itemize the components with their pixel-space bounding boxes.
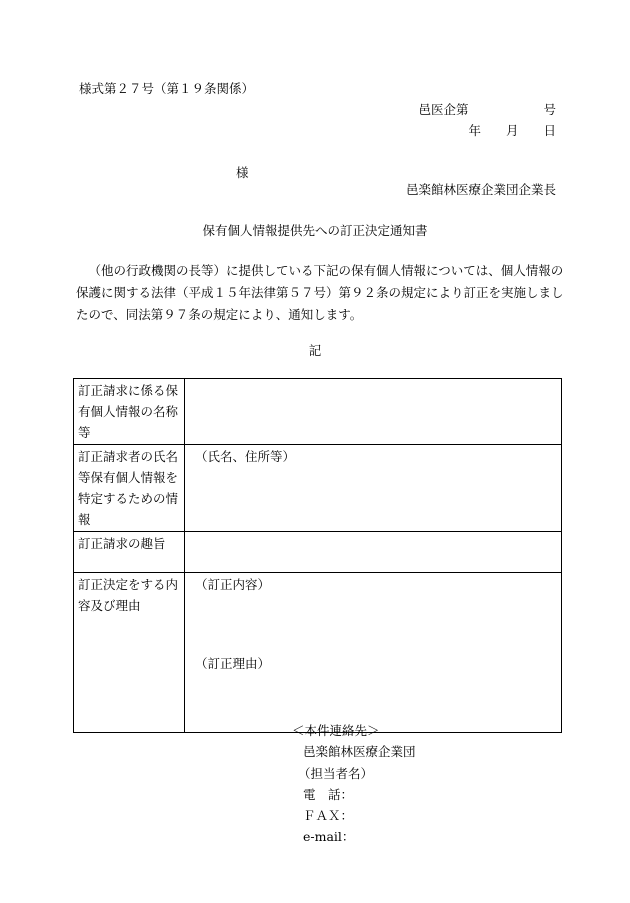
date-line: 年 月 日	[468, 123, 556, 138]
row4-content-label: （訂正内容）	[195, 577, 271, 592]
document-title: 保有個人情報提供先への訂正決定通知書	[202, 223, 428, 238]
row4-reason-label: （訂正理由）	[195, 656, 271, 671]
body-paragraph	[76, 260, 566, 326]
ki-heading: 記	[308, 343, 322, 358]
row1-value	[185, 379, 562, 445]
contact-email: e-mail：	[303, 829, 355, 844]
table-row	[74, 573, 562, 733]
contact-fax: ＦＡＸ：	[303, 808, 354, 823]
contact-tel: 電 話：	[303, 787, 354, 802]
contact-person: （担当者名）	[298, 766, 374, 781]
row3-value	[185, 532, 562, 573]
row4-label: 訂正決定をする内容及び理由	[74, 573, 185, 733]
addressee-suffix: 様	[236, 165, 249, 180]
row3-label: 訂正請求の趣旨	[74, 532, 185, 573]
body-text: （他の行政機関の長等）に提供している下記の保有個人情報については、個人情報の保護に関する法律（平成１５年法律第５７号）第９２条の規定により訂正を実施しましたので、同法第９７条の規定により、通知します。	[76, 263, 564, 322]
sender-name: 邑楽館林医療企業団企業長	[405, 182, 556, 197]
row4-value	[185, 573, 562, 733]
correction-table	[73, 378, 562, 733]
row2-label: 訂正請求者の氏名等保有個人情報を特定するための情報	[74, 445, 185, 532]
row2-value: （氏名、住所等）	[185, 445, 562, 532]
table-row	[74, 532, 562, 573]
table-row	[74, 445, 562, 532]
contact-heading: ＜本件連絡先＞	[292, 723, 380, 738]
row1-label: 訂正請求に係る保有個人情報の名称等	[74, 379, 185, 445]
table-row	[74, 379, 562, 445]
contact-org: 邑楽館林医療企業団	[303, 744, 416, 759]
form-number: 様式第２７号（第１９条関係）	[79, 81, 255, 96]
document-number: 邑医企第 号	[418, 102, 556, 117]
